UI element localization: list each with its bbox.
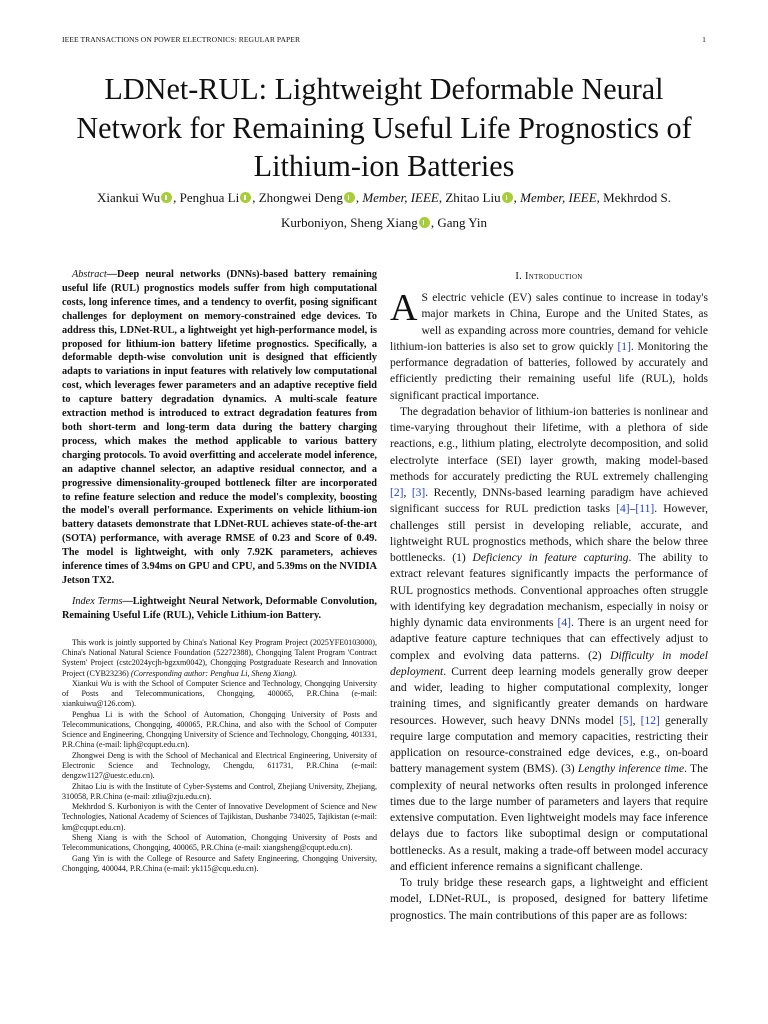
- author-name: Kurboniyon, Sheng Xiang: [280, 215, 418, 230]
- text-run: generally require large computation and memory capacities, restricting their application on resource-constrained edge devices, e.g., on-board battery management system (BMS). (3): [390, 714, 708, 776]
- citation-link[interactable]: [1]: [617, 340, 631, 353]
- orcid-icon[interactable]: [502, 192, 513, 203]
- section-title: Introduction: [525, 271, 583, 282]
- left-column: [62, 268, 377, 874]
- text-run: . However, challenges still persist in developing reliable, accurate, and lightweight RUL prognostics methods, which share the below three bottlenecks. (1): [390, 503, 708, 564]
- abstract: [62, 268, 377, 588]
- text-run: S electric vehicle (EV) sales continue to increase in today's major markets in China, Europe and the United States, as well as expanding across more countries, demand for vehicle lithium-ion batteries is also set to grow quickly: [390, 292, 708, 353]
- affiliation-footnote: Gang Yin is with the College of Resource and Safety Engineering, Chongqing University, Chongqing, 400044, P.R.China (e-mail: yk115@cqu.edu.cn).: [62, 853, 377, 873]
- paper-title: [40, 70, 728, 186]
- author-name: , Mekhrdod S.: [596, 190, 672, 205]
- text-run: –: [629, 503, 636, 516]
- citation-link[interactable]: [5]: [619, 714, 633, 727]
- citation-link[interactable]: [2]: [390, 487, 404, 499]
- abstract-label: Abstract: [72, 269, 107, 280]
- affiliation-footnote: Zhongwei Deng is with the School of Mechanical and Electrical Engineering, University of Electronic Science and Technology, Chengdu, 611731, P.R.China (e-mail: dengzw1127@uestc.edu.cn).: [62, 750, 377, 781]
- citation-link[interactable]: [12]: [640, 714, 660, 727]
- text-run: . Recently, DNNs-based learning paradigm have achieved significant success for RUL prediction tasks: [390, 487, 708, 516]
- affiliation-footnote: Xiankui Wu is with the School of Computer Science and Technology, Chongqing University of Posts and Telecommunications, Chongqing, 400065, P.R.China (e-mail: xiankuiwu@126.com).: [62, 678, 377, 709]
- emphasis: Difficulty in model deployment: [390, 649, 709, 678]
- intro-paragraph: [390, 404, 708, 875]
- emphasis: Lengthy inference time: [577, 763, 685, 776]
- intro-paragraph: To truly bridge these research gaps, a lightweight and efficient model, LDNet-RUL, is proposed, designed for battery lifetime prognostics. The main contributions of this paper are as follows:: [390, 877, 708, 922]
- citation-link[interactable]: [4]: [557, 617, 571, 629]
- intro-paragraph: [390, 287, 708, 404]
- corresponding-author: (Corresponding author: Penghua Li, Sheng Xiang).: [130, 668, 298, 678]
- citation-link[interactable]: [4]: [616, 503, 630, 516]
- text-run: ,: [403, 487, 412, 499]
- citation-link[interactable]: [11]: [635, 503, 655, 516]
- author-line: [50, 210, 718, 235]
- title-line: Lithium-ion Batteries: [253, 149, 515, 183]
- text-run: . There is an urgent need for adaptive feature capture techniques that can effectively adjust to complex and evolving data patterns. (2): [390, 617, 708, 662]
- affiliation-footnote: Sheng Xiang is with the School of Automation, Chongqing University of Posts and Telecommunications, Chongqing, 400065, P.R.China (e-mail: xiangsheng@cqupt.edu.cn).: [62, 833, 377, 853]
- text-run: . The ability to extract relevant features significantly impacts the performance of RUL prognostics methods. Conventional approaches often struggle with identifying key degradation mechanism, especially in noisy or highly dynamic data environments: [390, 552, 709, 629]
- funding-footnote: [62, 638, 377, 679]
- orcid-icon[interactable]: [161, 192, 172, 203]
- page-number: 1: [702, 35, 706, 44]
- abstract-text: —Deep neural networks (DNNs)-based battery remaining useful life (RUL) prognostics models suffer from high computational costs, long inference times, and a tendency to overfit, posing significant challenges for deployment on memory-constrained edge devices. To address this, LDNet-RUL, a lightweight yet high-performance model, is proposed for lithium-ion battery lifetime prognostics. Specifically, a deformable depth-wise convolution unit is designed that efficiently adapts to variations in input features with relatively low computational cost, which leverages fewer parameters and an adaptive receptive field to capture battery degradation dynamics. A multi-scale feature extraction method is introduced to extract degradation features from both short-term and long-term data during the battery charging process, which makes the method applicable to various battery charging protocols. To avoid overfitting and accelerate model inference, an adaptive channel selector, an adaptive residual connector, and a progressive dimensionality-grouped bottleneck filter are incorporated to refine feature selection and reduce the model's complexity, boosting the model's overall performance. Experiments on vehicle lithium-ion battery datasets demonstrate that LDNet-RUL achieves state-of-the-art (SOTA) performance, with average RMSE of 0.23 and Score of 0.49. The model is lightweight, with only 7.92K parameters, achieves inference times of 3.94ms on GPU and CPU, and 5.39ms on the NVIDIA Jetson TX2.: [62, 269, 377, 586]
- affiliation-footnote: Mekhrdod S. Kurboniyon is with the Center of Innovative Development of Science and New Technologies, National Academy of Sciences of Tajikistan, Dushanbe 734025, Tajikistan (e-mail: km@cqupt.edu.cn).: [62, 802, 377, 832]
- author-name: , Zhitao Liu: [438, 190, 501, 205]
- drop-cap: A: [390, 287, 418, 329]
- orcid-icon[interactable]: [344, 192, 355, 203]
- emphasis: Deficiency in feature capturing: [472, 552, 629, 564]
- title-line: LDNet-RUL: Lightweight Deformable Neural: [104, 72, 664, 106]
- text-run: . The complexity of neural networks often results in prolonged inference times due to the large number of parameters and layers that require extensive computation. Even lightweight models may face inference delays due to factors like suboptimal design or computational bottlenecks. As a result, making a trade-off between model accuracy and efficient inference remains a significant challenge.: [390, 763, 708, 873]
- index-terms-text: —Lightweight Neural Network, Deformable Convolution, Remaining Useful Life (RUL), Vehicle Lithium-ion Battery.: [62, 595, 377, 621]
- affiliation-footnote: Zhitao Liu is with the Institute of Cyber-Systems and Control, Zhejiang University, Zhejiang, 310058, P.R.China (e-mail: ztliu@zju.edu.cn).: [62, 781, 377, 801]
- funding-text: This work is jointly supported by China's National Key Program Project (2025YFE0103000), China's National Natural Science Foundation (52272388), Chongqing Talent Program 'Contract System' Project (cstc2024ycjh-bgzxm0042), Chongqing Postgraduate Research and Innovation Project (CYB23236): [62, 637, 377, 678]
- text-run: . Current deep learning models generally grow deeper and wider, leading to higher computational complexity, longer training times, and significantly greater demands on hardware resources. However, such heavy DNNs model: [390, 665, 708, 727]
- orcid-icon[interactable]: [419, 217, 430, 228]
- author-name: Xiankui Wu: [96, 190, 161, 205]
- orcid-icon[interactable]: [240, 192, 251, 203]
- running-header: [62, 35, 706, 47]
- footnotes: [62, 638, 377, 874]
- member-title: Member, IEEE: [520, 190, 597, 205]
- member-title: Member, IEEE: [362, 190, 439, 205]
- index-terms-label: Index Terms: [72, 595, 123, 607]
- right-column: [390, 268, 708, 924]
- journal-name: IEEE TRANSACTIONS ON POWER ELECTRONICS: REGULAR PAPER: [62, 35, 301, 44]
- author-name: , Gang Yin: [430, 215, 488, 230]
- citation-link[interactable]: [3]: [411, 487, 426, 499]
- section-heading: [390, 271, 708, 282]
- text-run: The degradation behavior of lithium-ion batteries is nonlinear and time-varying throughout their lifetime, with a plethora of side reactions, e.g., lithium plating, electrolyte decomposition, and solid electrolyte interface (SEI) layer growth, making model-based methods for accurately predicting the RUL extremely challenging: [390, 405, 708, 483]
- author-list: [50, 185, 718, 235]
- author-name: , Penghua Li: [173, 190, 240, 205]
- author-line: Xiankui Wu , Penghua Li , Zhongwei Deng , Member, IEEE, Zhitao Liu , Member, IEEE, Mekhrdod S.: [96, 190, 672, 205]
- text-run: . Monitoring the performance degradation of batteries, followed by accurately and efficiently predicting their remaining useful life (RUL), holds significant practical importance.: [390, 340, 708, 402]
- affiliation-footnote: Penghua Li is with the School of Automation, Chongqing University of Posts and Telecommunications, Chongqing, 400065, P.R.China, and also with the School of Computer Science and Engineering, Chongqing University of Science and Technology, Chongqing, 401331, P.R.China (e-mail: liph@cqupt.edu.cn).: [62, 709, 377, 750]
- text-run: ,: [632, 714, 641, 727]
- index-terms: [62, 595, 377, 623]
- title-line: Network for Remaining Useful Life Prognostics of: [76, 110, 692, 145]
- section-numeral: I.: [515, 271, 525, 282]
- author-name: , Zhongwei Deng: [252, 190, 343, 205]
